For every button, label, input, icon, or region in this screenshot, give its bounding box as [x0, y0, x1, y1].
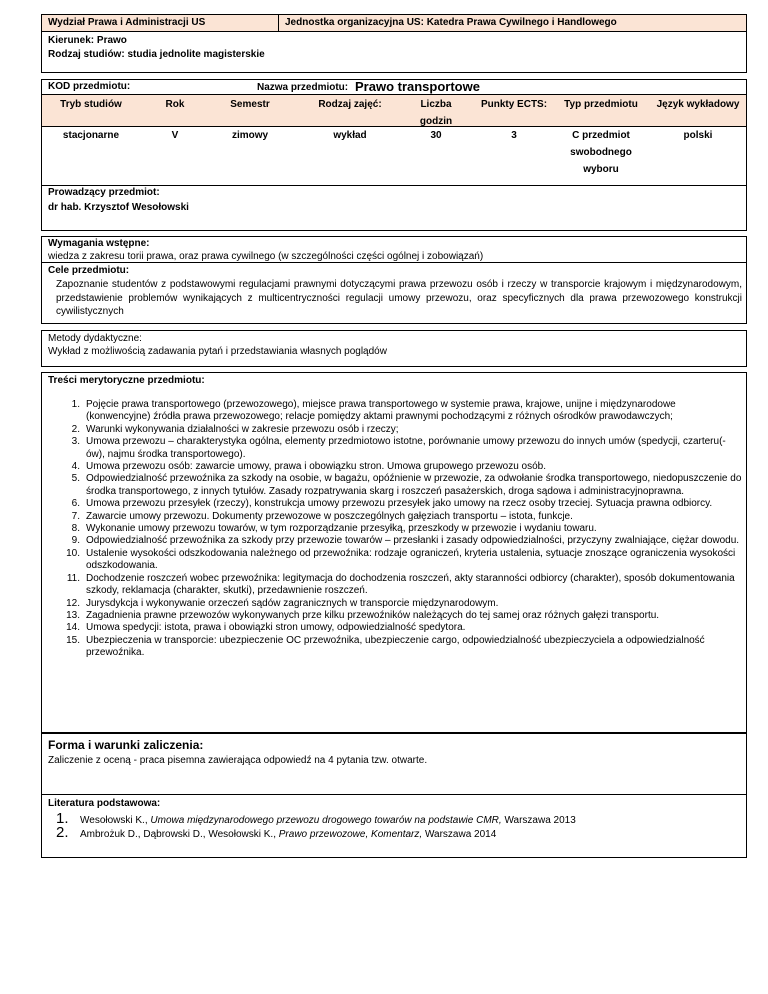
content-item-number: 3.	[71, 436, 80, 448]
direction: Kierunek: Prawo	[48, 35, 127, 46]
cell-language: polski	[683, 130, 713, 141]
cell-course-type: C przedmiot swobodnego wyboru	[570, 130, 632, 175]
assessment-label: Forma i warunki zaliczenia:	[48, 738, 204, 752]
content-item-text: Umowa spedycji: istota, prawa i obowiązki stron umowy, odpowiedzialność spedytora.	[86, 622, 466, 634]
cell-semester: zimowy	[231, 130, 269, 141]
literature-item-number: 2.	[56, 824, 69, 841]
literature-author: Ambrożuk D., Dąbrowski D., Wesołowski K.,	[80, 829, 279, 840]
literature-label: Literatura podstawowa:	[48, 798, 161, 809]
goals-text: Zapoznanie studentów z podstawowymi regulacjami prawnymi dotyczącymi prawa przewozu osób i rzeczy w transporcie krajowym i międzynarodowym, przedstawienie problemów wynikających z multicentryczności regulacji umowy przewozu, oraz specyficznych dla prawa przewozowego konstrukcji cywilistycznych	[56, 279, 742, 317]
content-item-number: 1.	[71, 399, 80, 410]
content-item-text: Jurysdykcja i wykonywanie orzeczeń sądów zagranicznych w transporcie międzynarodowym.	[86, 597, 499, 609]
literature-item	[42, 810, 742, 828]
content-item-text: Ubezpieczenia w transporcie: ubezpieczenie OC przewoźnika, ubezpieczenie cargo, odpowiedzialność ubezpieczyciela a odpowiedzialność przewoźnika.	[86, 634, 705, 659]
literature-title: Prawo przewozowe, Komentarz,	[278, 829, 423, 840]
content-item-text: Odpowiedzialność przewoźnika za szkody na osobie, w bagażu, opóźnienie w przewozie, za odwołanie środka transportowego, niedopuszczenie do środka transportowego, z innych tytułów. Zasady rozpatrywania skarg i roszczeń pasażerskich, droga sądowa i administracyjnoprawna.	[86, 473, 742, 497]
requirements-section	[41, 236, 747, 263]
methods-section	[41, 330, 747, 367]
course-name-value: Prawo transportowe	[355, 79, 480, 94]
literature-section	[41, 794, 747, 858]
faculty-cell	[41, 14, 279, 32]
col-header-mode: Tryb studiów	[60, 99, 122, 110]
content-item-text: Zawarcie umowy przewozu. Dokumenty przewozowe w poszczególnych gałęziach transportu – istota, funkcje.	[86, 510, 573, 522]
content-item	[42, 548, 742, 573]
assessment-section	[41, 733, 747, 795]
content-item-number: 13.	[66, 609, 80, 621]
col-header-ects: Punkty ECTS:	[480, 99, 548, 110]
content-item-number: 14.	[66, 622, 80, 634]
literature-author: Wesołowski K.,	[80, 815, 151, 826]
content-item-number: 6.	[71, 498, 80, 510]
content-item-number: 5.	[71, 473, 80, 485]
content-item-number: 2.	[71, 423, 80, 435]
content-item-text: Odpowiedzialność przewoźnika za szkody przy przewozie towarów – przesłanki i zasady odpowiedzialności, przyczyny zwalniające, ciężar dowodu.	[86, 535, 740, 547]
content-item-number: 15.	[66, 634, 80, 646]
content-item-text: Dochodzenie roszczeń wobec przewoźnika: legitymacja do dochodzenia roszczeń, akty staranności odbiorcy (charakter), sposób dokumentowania szkody, reklamacja (charakter, skutki), przedawnienie roszczeń.	[86, 572, 735, 597]
content-label: Treści merytoryczne przedmiotu:	[48, 375, 205, 386]
course-code-label: KOD przedmiotu:	[48, 81, 131, 92]
lecturer-label: Prowadzący przedmiot:	[48, 187, 160, 198]
content-item	[42, 535, 742, 547]
content-item	[42, 610, 742, 622]
literature-publication: Warszawa 2013	[501, 815, 576, 826]
col-header-class-type: Rodzaj zajęć:	[318, 99, 382, 110]
goals-label: Cele przedmiotu:	[48, 265, 130, 276]
goals-section	[41, 262, 747, 324]
content-item	[42, 511, 742, 523]
content-item	[42, 573, 742, 598]
content-item	[42, 424, 742, 436]
content-item-text: Ustalenie wysokości odszkodowania należnego od przewoźnika: rodzaje ograniczeń, kryteria ustalenia, sytuacje znoszące ograniczenia wysokości odszkodowania.	[86, 547, 736, 572]
cell-hours: 30	[430, 130, 442, 141]
col-header-hours: Liczba godzin	[419, 99, 453, 127]
cell-ects: 3	[511, 130, 517, 141]
content-item	[42, 622, 742, 634]
cell-mode: stacjonarne	[62, 130, 120, 141]
methods-label: Metody dydaktyczne:	[48, 333, 142, 344]
content-item	[42, 461, 742, 473]
content-item-number: 11.	[66, 572, 80, 584]
requirements-text: wiedza z zakresu torii prawa, oraz prawa cywilnego (w szczególności części ogólnej i zobowiązań)	[48, 251, 484, 262]
col-header-course-type: Typ przedmiotu	[564, 99, 638, 110]
content-item-number: 10.	[66, 547, 80, 559]
literature-item-number: 1.	[56, 810, 69, 827]
content-item-text: Umowa przewozu osób: zawarcie umowy, prawa i obowiązku stron. Umowa grupowego przewozu osób.	[86, 461, 547, 473]
study-type: Rodzaj studiów: studia jednolite magisterskie	[48, 49, 265, 60]
content-item	[42, 598, 742, 610]
col-header-language: Język wykładowy	[656, 99, 740, 110]
content-item	[42, 523, 742, 535]
content-item	[42, 635, 742, 660]
content-item	[42, 473, 742, 498]
lecturer-section	[41, 185, 747, 231]
content-item-number: 8.	[71, 523, 80, 535]
content-item	[42, 436, 742, 461]
content-item-text: Umowa przewozu przesyłek (rzeczy), konstrukcja umowy przewozu przesyłek jako umowy na rzecz osoby trzeciej. Sytuacja prawna odbiorcy.	[86, 498, 713, 510]
literature-title: Umowa międzynarodowego przewozu drogowego towarów na podstawie CMR,	[150, 815, 502, 826]
cell-year: V	[171, 130, 179, 141]
col-header-year: Rok	[165, 99, 185, 110]
content-item-text: Pojęcie prawa transportowego (przewozowego), miejsce prawa transportowego w systemie prawa, krajowe, unijne i międzynarodowe (konwencyjne) źródła prawa przewozowego; relacje pomiędzy aktami prawnymi pochodzącymi z różnych ośrodków prawodawczych;	[86, 399, 676, 423]
content-item-number: 4.	[71, 461, 80, 473]
content-section	[41, 372, 747, 733]
cell-class-type: wykład	[333, 130, 367, 141]
requirements-label: Wymagania wstępne:	[48, 238, 150, 249]
content-item	[42, 399, 742, 424]
content-item-number: 7.	[71, 510, 80, 522]
assessment-text: Zaliczenie z oceną - praca pisemna zawierająca odpowiedź na 4 pytania tzw. otwarte.	[48, 755, 428, 766]
literature-item	[42, 824, 742, 842]
content-item-number: 12.	[66, 597, 80, 609]
content-item-text: Zagadnienia prawne przewozów wykonywanych prze kilku przewoźników należących do tej samej oraz różnych gałęzi transportu.	[86, 609, 660, 621]
content-item-text: Warunki wykonywania działalności w zakresie przewozu osób i rzeczy;	[86, 423, 399, 435]
content-item-number: 9.	[71, 535, 80, 547]
literature-list	[42, 810, 742, 842]
program-info	[41, 31, 747, 73]
content-item-text: Umowa przewozu – charakterystyka ogólna, elementy przedmiotowo istotne, porównanie umowy przewozu do innych umów (spedycji, czarteru(-ów), najmu środka transportowego).	[86, 436, 726, 460]
faculty-name: Wydział Prawa i Administracji US	[48, 17, 206, 28]
course-name-label: Nazwa przedmiotu:	[257, 82, 349, 93]
lecturer-name: dr hab. Krzysztof Wesołowski	[48, 202, 189, 213]
course-row	[41, 79, 747, 95]
content-item	[42, 498, 742, 510]
unit-name: Jednostka organizacyjna US: Katedra Prawa Cywilnego i Handlowego	[285, 17, 617, 28]
literature-publication: Warszawa 2014	[422, 829, 497, 840]
methods-text: Wykład z możliwością zadawania pytań i przedstawiania własnych poglądów	[48, 346, 387, 357]
content-list	[42, 399, 742, 660]
col-header-semester: Semestr	[230, 99, 270, 110]
unit-cell	[278, 14, 747, 32]
content-item-text: Wykonanie umowy przewozu towarów, w tym rozporządzanie przesyłką, przeszkody w przewozie i wydaniu towaru.	[86, 523, 597, 535]
